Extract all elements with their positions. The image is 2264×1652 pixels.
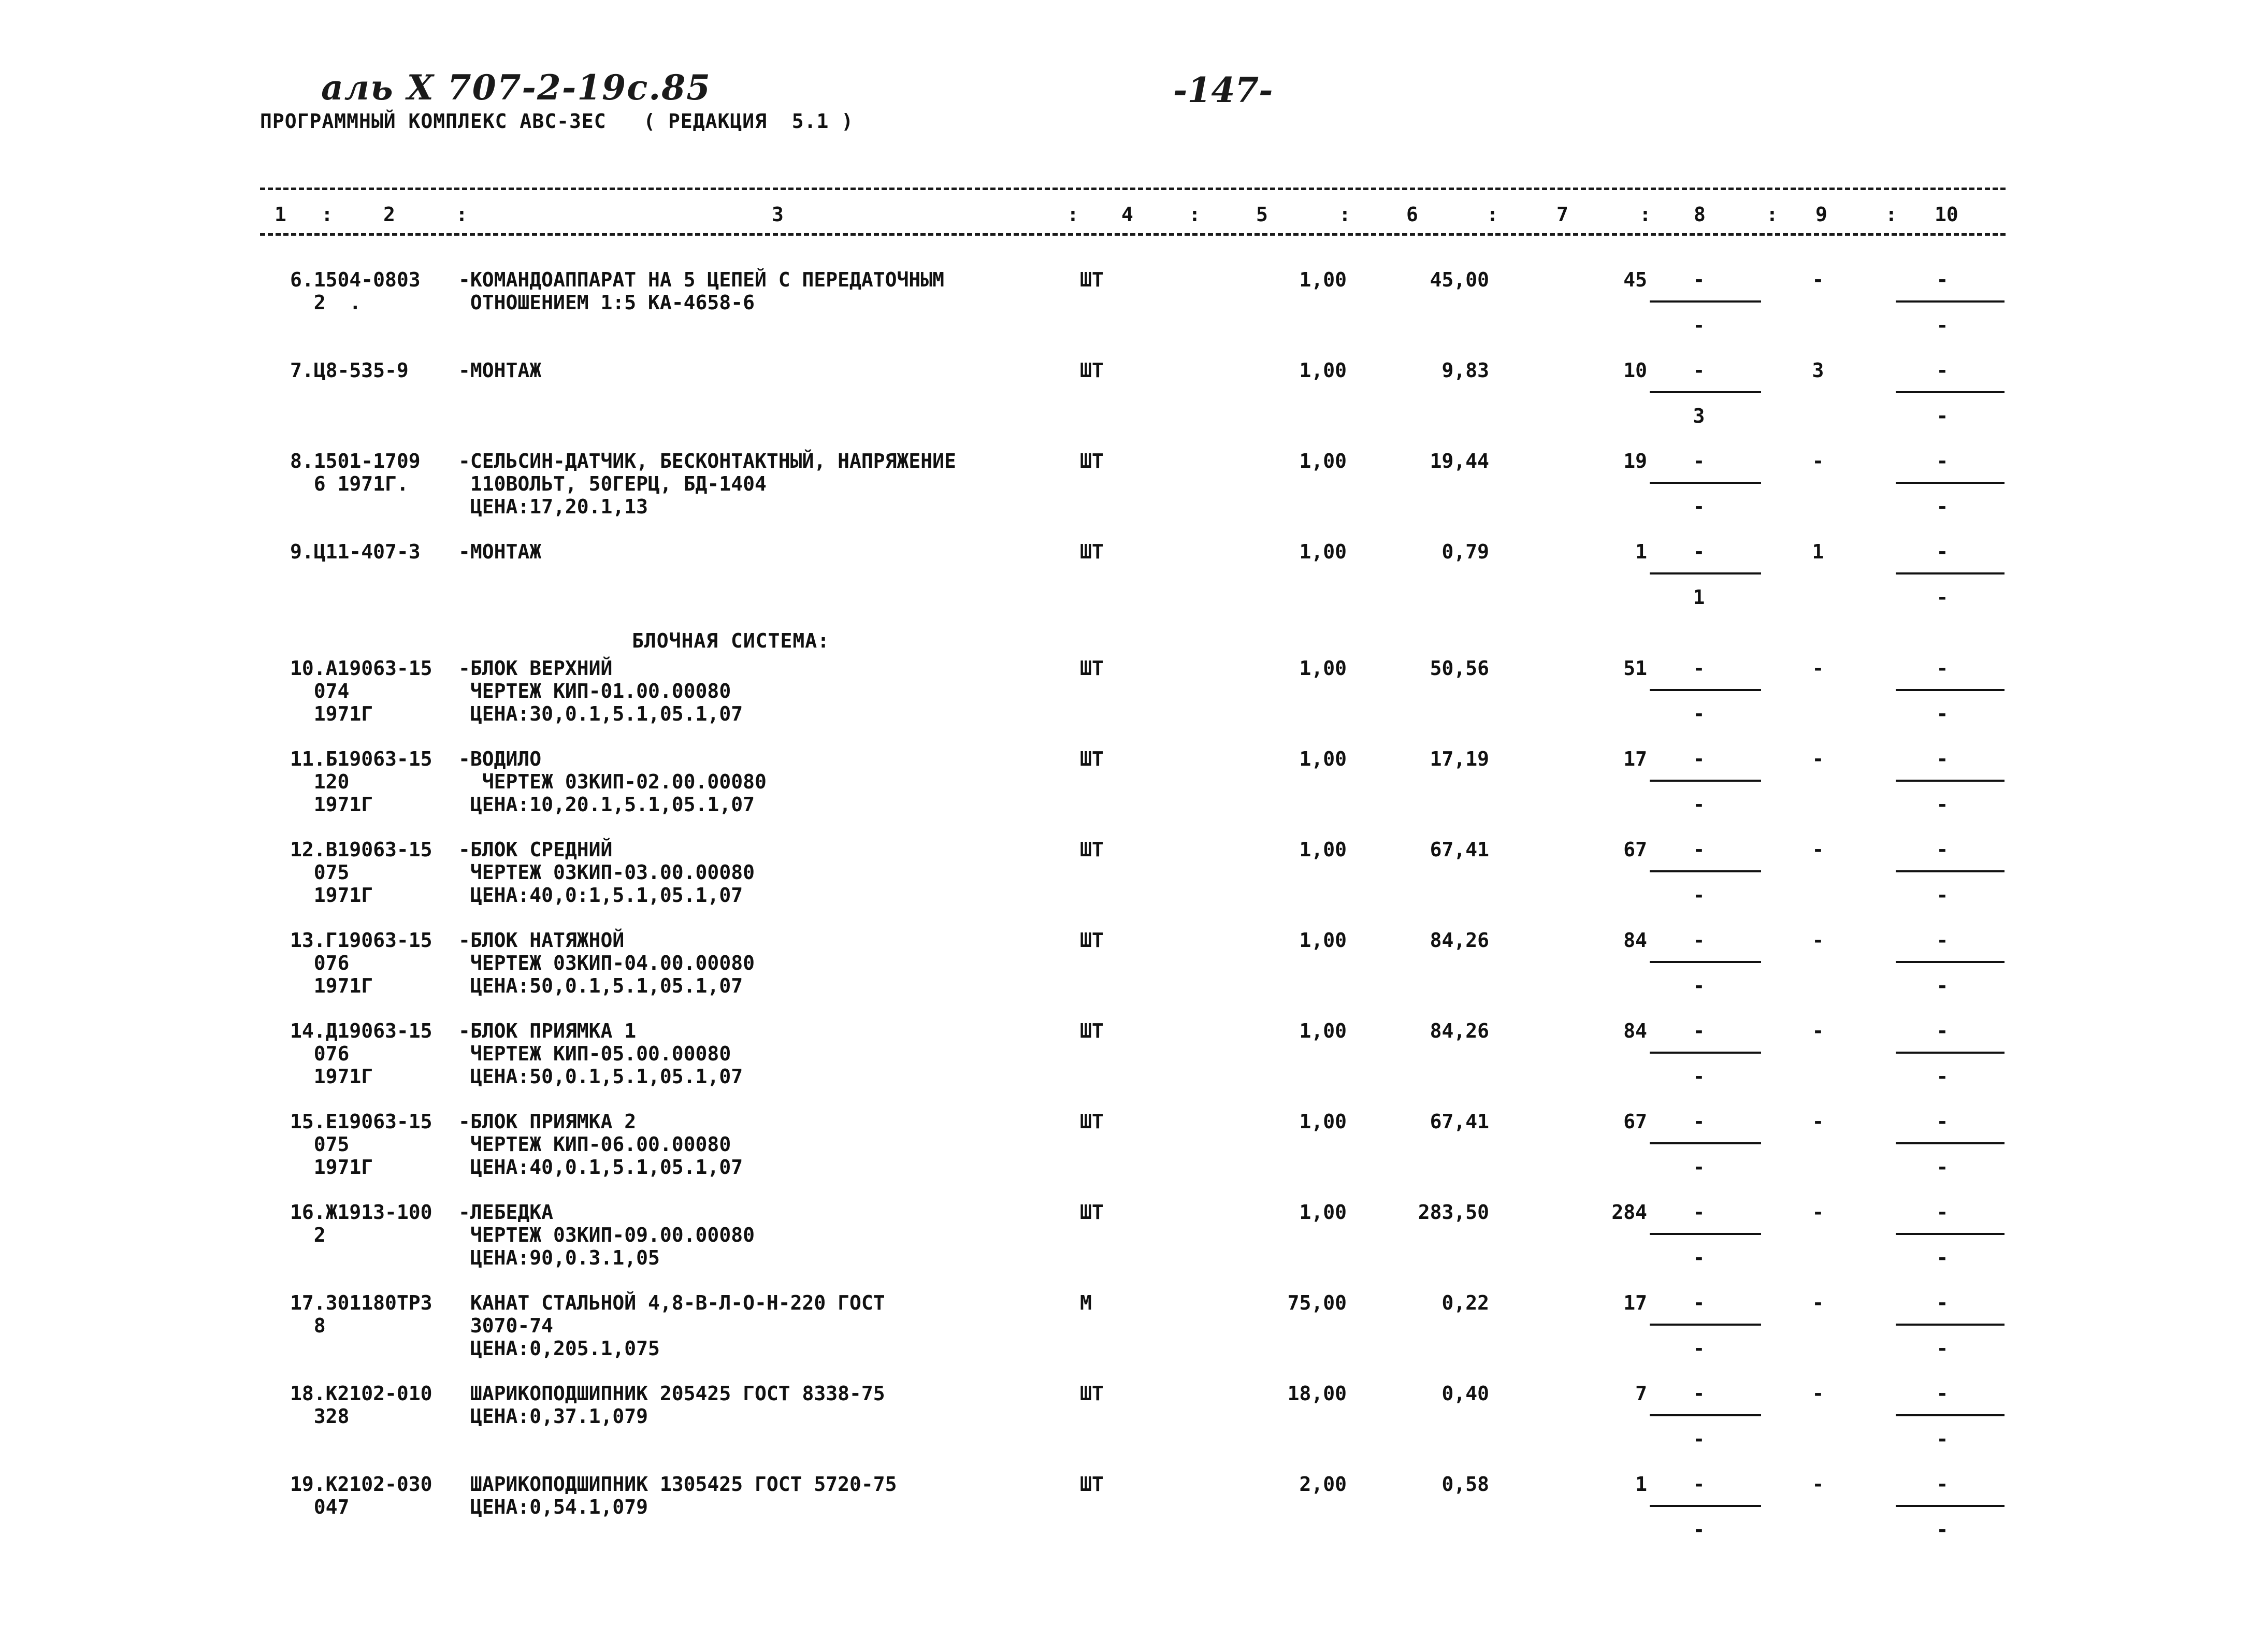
fraction-line — [1650, 391, 1761, 393]
table-row — [0, 1473, 2264, 1556]
fraction-line — [1896, 391, 2005, 393]
fraction-line — [1896, 300, 2005, 303]
item-unit: ШТ — [1080, 1382, 1104, 1405]
fraction-line — [1650, 1142, 1761, 1144]
item-price: 84,26 — [1430, 1019, 1489, 1042]
column-10-top: - — [1936, 540, 1949, 563]
table-row — [0, 450, 2264, 533]
fraction-line — [1896, 1505, 2005, 1507]
fraction-line — [1896, 780, 2005, 782]
column-8-bottom: - — [1693, 1337, 1705, 1360]
column-10-top: - — [1936, 268, 1949, 291]
item-description: -МОНТАЖ — [458, 359, 542, 382]
item-description: -КОМАНДОАППАРАТ НА 5 ЦЕПЕЙ С ПЕРЕДАТОЧНЫМ ОТНОШЕНИЕМ 1:5 КА-4658-6 — [458, 268, 944, 314]
fraction-line — [1896, 572, 2005, 574]
item-quantity: 75,00 — [1287, 1291, 1347, 1314]
item-price: 9,83 — [1441, 359, 1489, 382]
column-separator: : — [456, 203, 468, 226]
item-unit: ШТ — [1080, 838, 1104, 861]
item-unit: ШТ — [1080, 540, 1104, 563]
column-10-bottom: - — [1936, 405, 1949, 427]
item-price: 0,79 — [1441, 540, 1489, 563]
item-quantity: 1,00 — [1299, 1110, 1347, 1133]
item-price: 0,58 — [1441, 1473, 1489, 1496]
column-header-7: 7 — [1556, 203, 1568, 226]
item-quantity: 1,00 — [1299, 748, 1347, 770]
column-separator: : — [321, 203, 333, 226]
item-price: 50,56 — [1430, 657, 1489, 680]
column-9-value: - — [1812, 1473, 1824, 1496]
column-10-bottom: - — [1936, 702, 1949, 725]
item-price: 67,41 — [1430, 1110, 1489, 1133]
item-quantity: 2,00 — [1299, 1473, 1347, 1496]
column-9-value: - — [1812, 450, 1824, 472]
column-10-top: - — [1936, 929, 1949, 952]
column-8-bottom: - — [1693, 1065, 1705, 1088]
column-10-bottom: - — [1936, 1428, 1949, 1450]
fraction-line — [1650, 870, 1761, 872]
item-code: 10.А19063-15 074 1971Г — [290, 657, 432, 725]
column-separator: : — [1067, 203, 1079, 226]
item-total: 19 — [1623, 450, 1647, 472]
column-10-bottom: - — [1936, 1518, 1949, 1541]
item-price: 17,19 — [1430, 748, 1489, 770]
column-8-bottom: - — [1693, 314, 1705, 337]
column-8-top: - — [1693, 1291, 1705, 1314]
table-row — [0, 1382, 2264, 1465]
column-header-2: 2 — [383, 203, 395, 226]
column-header-3: 3 — [772, 203, 784, 226]
item-quantity: 1,00 — [1299, 929, 1347, 952]
table-row — [0, 1291, 2264, 1374]
column-10-top: - — [1936, 657, 1949, 680]
item-description: -БЛОК ВЕРХНИЙ ЧЕРТЕЖ КИП-01.00.00080 ЦЕНА:30,0.1,5.1,05.1,07 — [458, 657, 743, 725]
item-description: -БЛОК СРЕДНИЙ ЧЕРТЕЖ 03КИП-03.00.00080 ЦЕНА:40,0:1,5.1,05.1,07 — [458, 838, 755, 907]
column-8-top: - — [1693, 1473, 1705, 1496]
column-9-value: 1 — [1812, 540, 1824, 563]
column-10-bottom: - — [1936, 974, 1949, 997]
column-10-bottom: - — [1936, 1065, 1949, 1088]
item-total: 7 — [1635, 1382, 1647, 1405]
item-total: 1 — [1635, 1473, 1647, 1496]
column-8-top: - — [1693, 748, 1705, 770]
item-total: 17 — [1623, 748, 1647, 770]
column-8-bottom: - — [1693, 1246, 1705, 1269]
item-price: 0,40 — [1441, 1382, 1489, 1405]
column-header-9: 9 — [1815, 203, 1827, 226]
item-unit: ШТ — [1080, 450, 1104, 472]
column-separator: : — [1339, 203, 1351, 226]
column-9-value: - — [1812, 929, 1824, 952]
column-10-bottom: - — [1936, 586, 1949, 609]
column-10-top: - — [1936, 359, 1949, 382]
item-total: 51 — [1623, 657, 1647, 680]
column-10-bottom: - — [1936, 1337, 1949, 1360]
item-code: 11.Б19063-15 120 1971Г — [290, 748, 432, 816]
fraction-line — [1650, 1052, 1761, 1054]
column-8-top: - — [1693, 359, 1705, 382]
item-total: 45 — [1623, 268, 1647, 291]
fraction-line — [1650, 961, 1761, 963]
item-price: 84,26 — [1430, 929, 1489, 952]
column-8-top: - — [1693, 450, 1705, 472]
item-quantity: 1,00 — [1299, 657, 1347, 680]
column-8-top: - — [1693, 1382, 1705, 1405]
column-separator: : — [1766, 203, 1778, 226]
fraction-line — [1650, 1233, 1761, 1235]
column-10-top: - — [1936, 1110, 1949, 1133]
column-9-value: - — [1812, 657, 1824, 680]
item-code: 12.В19063-15 075 1971Г — [290, 838, 432, 907]
header-rule-bottom — [260, 233, 2006, 236]
item-price: 19,44 — [1430, 450, 1489, 472]
column-8-top: - — [1693, 1019, 1705, 1042]
item-code: 18.К2102-010 328 — [290, 1382, 432, 1428]
fraction-line — [1896, 870, 2005, 872]
item-code: 15.Е19063-15 075 1971Г — [290, 1110, 432, 1179]
fraction-line — [1650, 780, 1761, 782]
column-8-bottom: - — [1693, 1156, 1705, 1179]
item-unit: ШТ — [1080, 268, 1104, 291]
item-description: ШАРИКОПОДШИПНИК 205425 ГОСТ 8338-75 ЦЕНА:0,37.1,079 — [470, 1382, 885, 1428]
item-price: 283,50 — [1418, 1201, 1489, 1224]
column-9-value: - — [1812, 1110, 1824, 1133]
column-10-top: - — [1936, 1473, 1949, 1496]
column-header-6: 6 — [1406, 203, 1418, 226]
item-total: 284 — [1611, 1201, 1647, 1224]
item-code: 14.Д19063-15 076 1971Г — [290, 1019, 432, 1088]
column-9-value: - — [1812, 748, 1824, 770]
column-10-top: - — [1936, 838, 1949, 861]
item-unit: ШТ — [1080, 1019, 1104, 1042]
item-price: 45,00 — [1430, 268, 1489, 291]
item-quantity: 18,00 — [1287, 1382, 1347, 1405]
column-10-top: - — [1936, 1291, 1949, 1314]
item-unit: ШТ — [1080, 1110, 1104, 1133]
fraction-line — [1650, 572, 1761, 574]
fraction-line — [1896, 1052, 2005, 1054]
fraction-line — [1896, 1414, 2005, 1416]
column-10-top: - — [1936, 1019, 1949, 1042]
fraction-line — [1896, 1142, 2005, 1144]
fraction-line — [1650, 689, 1761, 691]
item-quantity: 1,00 — [1299, 1019, 1347, 1042]
column-10-bottom: - — [1936, 314, 1949, 337]
item-quantity: 1,00 — [1299, 359, 1347, 382]
column-10-bottom: - — [1936, 793, 1949, 816]
item-unit: ШТ — [1080, 748, 1104, 770]
column-separator: : — [1885, 203, 1897, 226]
column-9-value: - — [1812, 1201, 1824, 1224]
table-row — [0, 268, 2264, 351]
item-code: 16.Ж1913-100 2 — [290, 1201, 432, 1246]
column-8-top: - — [1693, 268, 1705, 291]
item-code: 19.К2102-030 047 — [290, 1473, 432, 1518]
column-header-5: 5 — [1256, 203, 1268, 226]
column-10-bottom: - — [1936, 495, 1949, 518]
item-code: 6.1504-0803 2 . — [290, 268, 421, 314]
fraction-line — [1650, 1414, 1761, 1416]
column-10-top: - — [1936, 1201, 1949, 1224]
item-total: 10 — [1623, 359, 1647, 382]
fraction-line — [1896, 1324, 2005, 1326]
item-quantity: 1,00 — [1299, 540, 1347, 563]
item-total: 67 — [1623, 838, 1647, 861]
column-8-top: - — [1693, 929, 1705, 952]
fraction-line — [1650, 1324, 1761, 1326]
item-quantity: 1,00 — [1299, 450, 1347, 472]
column-header-4: 4 — [1121, 203, 1133, 226]
fraction-line — [1896, 689, 2005, 691]
item-unit: ШТ — [1080, 657, 1104, 680]
table-row — [0, 1110, 2264, 1193]
column-8-bottom: - — [1693, 974, 1705, 997]
column-separator: : — [1639, 203, 1651, 226]
table-row — [0, 838, 2264, 921]
table-row — [0, 657, 2264, 740]
column-10-bottom: - — [1936, 1156, 1949, 1179]
column-header-1: 1 — [275, 203, 286, 226]
column-10-bottom: - — [1936, 884, 1949, 907]
program-header: ПРОГРАММНЫЙ КОМПЛЕКС АВС-3ЕС ( РЕДАКЦИЯ 5.1 ) — [260, 110, 854, 133]
item-price: 0,22 — [1441, 1291, 1489, 1314]
table-row — [0, 1019, 2264, 1102]
item-description: -БЛОК ПРИЯМКА 2 ЧЕРТЕЖ КИП-06.00.00080 ЦЕНА:40,0.1,5.1,05.1,07 — [458, 1110, 743, 1179]
item-total: 17 — [1623, 1291, 1647, 1314]
item-code: 8.1501-1709 6 1971Г. — [290, 450, 421, 495]
item-total: 1 — [1635, 540, 1647, 563]
item-description: -БЛОК НАТЯЖНОЙ ЧЕРТЕЖ 03КИП-04.00.00080 ЦЕНА:50,0.1,5.1,05.1,07 — [458, 929, 755, 997]
column-9-value: - — [1812, 1291, 1824, 1314]
column-9-value: - — [1812, 268, 1824, 291]
column-8-bottom: - — [1693, 793, 1705, 816]
item-total: 84 — [1623, 929, 1647, 952]
column-9-value: - — [1812, 1019, 1824, 1042]
column-8-top: - — [1693, 1110, 1705, 1133]
item-code: 17.301180ТР3 8 — [290, 1291, 432, 1337]
table-row — [0, 1201, 2264, 1284]
column-8-top: - — [1693, 1201, 1705, 1224]
item-description: -БЛОК ПРИЯМКА 1 ЧЕРТЕЖ КИП-05.00.00080 ЦЕНА:50,0.1,5.1,05.1,07 — [458, 1019, 743, 1088]
item-unit: ШТ — [1080, 1201, 1104, 1224]
column-8-bottom: 3 — [1693, 405, 1705, 427]
table-row — [0, 748, 2264, 830]
page-number: -147- — [1173, 70, 1273, 110]
fraction-line — [1896, 482, 2005, 484]
column-header-10: 10 — [1935, 203, 1958, 226]
section-title: БЛОЧНАЯ СИСТЕМА: — [632, 629, 830, 652]
item-total: 67 — [1623, 1110, 1647, 1133]
item-description: -ВОДИЛО ЧЕРТЕЖ 03КИП-02.00.00080 ЦЕНА:10,20.1,5.1,05.1,07 — [458, 748, 767, 816]
column-header-8: 8 — [1694, 203, 1706, 226]
table-row — [0, 540, 2264, 623]
column-10-top: - — [1936, 450, 1949, 472]
item-unit: М — [1080, 1291, 1092, 1314]
item-unit: ШТ — [1080, 1473, 1104, 1496]
item-description: КАНАТ СТАЛЬНОЙ 4,8-В-Л-О-Н-220 ГОСТ 3070-74 ЦЕНА:0,205.1,075 — [470, 1291, 885, 1360]
column-10-bottom: - — [1936, 1246, 1949, 1269]
column-8-bottom: - — [1693, 1428, 1705, 1450]
column-9-value: - — [1812, 838, 1824, 861]
document-code: аль Ⅹ 707-2-19с.85 — [321, 67, 712, 108]
column-8-bottom: - — [1693, 884, 1705, 907]
column-10-top: - — [1936, 748, 1949, 770]
column-8-top: - — [1693, 657, 1705, 680]
fraction-line — [1896, 1233, 2005, 1235]
item-unit: ШТ — [1080, 929, 1104, 952]
item-code: 13.Г19063-15 076 1971Г — [290, 929, 432, 997]
item-description: -СЕЛЬСИН-ДАТЧИК, БЕСКОНТАКТНЫЙ, НАПРЯЖЕНИЕ 110ВОЛЬТ, 50ГЕРЦ, БД-1404 ЦЕНА:17,20.1,13 — [458, 450, 956, 518]
fraction-line — [1650, 1505, 1761, 1507]
table-row — [0, 359, 2264, 442]
item-quantity: 1,00 — [1299, 268, 1347, 291]
fraction-line — [1650, 300, 1761, 303]
column-8-bottom: 1 — [1693, 586, 1705, 609]
column-8-bottom: - — [1693, 495, 1705, 518]
column-9-value: - — [1812, 1382, 1824, 1405]
column-8-bottom: - — [1693, 702, 1705, 725]
column-10-top: - — [1936, 1382, 1949, 1405]
column-separator: : — [1487, 203, 1498, 226]
column-9-value: 3 — [1812, 359, 1824, 382]
item-quantity: 1,00 — [1299, 1201, 1347, 1224]
column-8-bottom: - — [1693, 1518, 1705, 1541]
column-separator: : — [1189, 203, 1201, 226]
item-description: -ЛЕБЕДКА ЧЕРТЕЖ 03КИП-09.00.00080 ЦЕНА:90,0.3.1,05 — [458, 1201, 755, 1269]
fraction-line — [1896, 961, 2005, 963]
item-total: 84 — [1623, 1019, 1647, 1042]
table-row — [0, 929, 2264, 1012]
item-code: 9.Ц11-407-3 — [290, 540, 421, 563]
item-unit: ШТ — [1080, 359, 1104, 382]
column-8-top: - — [1693, 838, 1705, 861]
item-code: 7.Ц8-535-9 — [290, 359, 409, 382]
header-rule-top — [260, 188, 2006, 190]
item-quantity: 1,00 — [1299, 838, 1347, 861]
item-price: 67,41 — [1430, 838, 1489, 861]
column-8-top: - — [1693, 540, 1705, 563]
item-description: -МОНТАЖ — [458, 540, 542, 563]
item-description: ШАРИКОПОДШИПНИК 1305425 ГОСТ 5720-75 ЦЕНА:0,54.1,079 — [470, 1473, 897, 1518]
fraction-line — [1650, 482, 1761, 484]
